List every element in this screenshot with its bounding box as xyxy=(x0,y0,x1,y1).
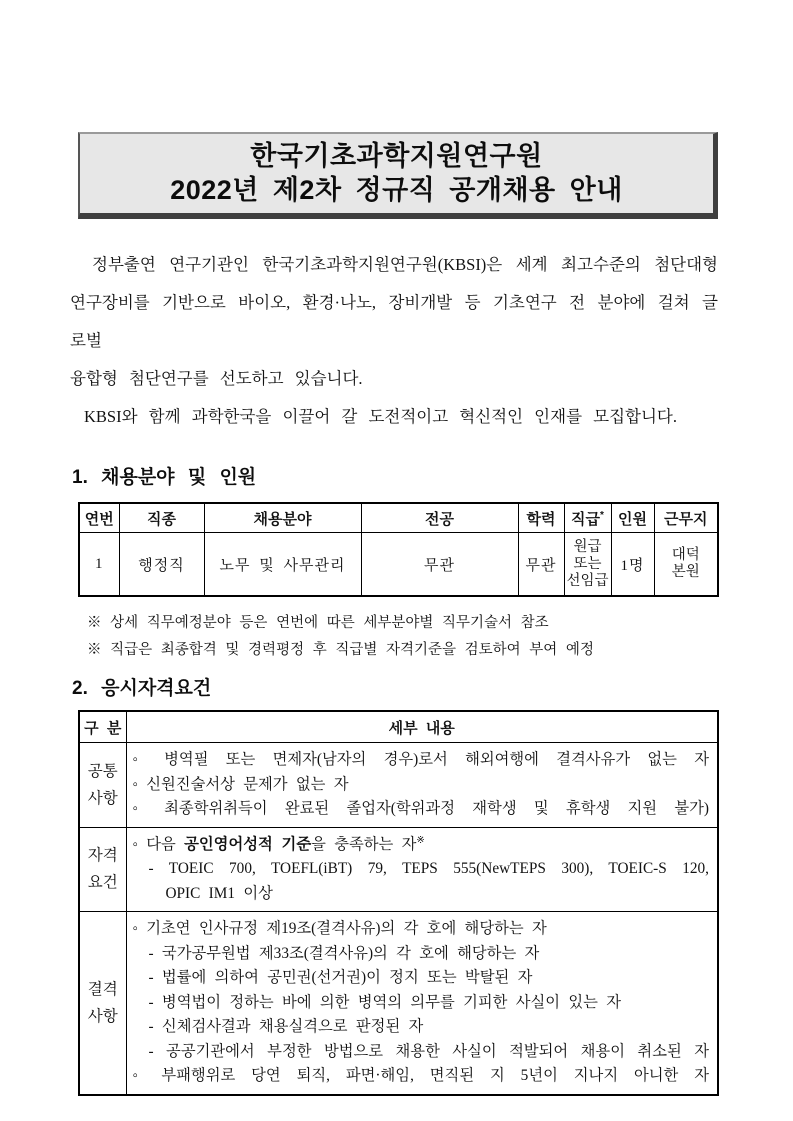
cell-job-type: 행정직 xyxy=(119,533,204,597)
section1-heading: 1. 채용분야 및 인원 xyxy=(72,467,257,488)
cell-major: 무관 xyxy=(361,533,518,597)
qualification-table-header-row xyxy=(79,711,718,743)
disqualification-item-3: - 법률에 의하여 공민권(선거권)이 정지 또는 박탈된 자 xyxy=(148,969,533,986)
common-requirements-detail xyxy=(126,743,718,828)
category-qualification-line1: 자격 xyxy=(87,847,118,865)
disqualification-row xyxy=(79,912,718,1095)
disqualification-item-4: - 병역법이 정하는 바에 의한 병역의 의무를 기피한 사실이 있는 자 xyxy=(148,993,622,1011)
category-common xyxy=(79,743,126,828)
col-header-grade xyxy=(564,503,611,533)
col-header-education: 학력 xyxy=(518,503,564,533)
common-item-1: ◦ 병역필 또는 면제자(남자의 경우)로서 해외여행에 결격사유가 없는 자 xyxy=(132,751,709,768)
qualification-requirements-detail xyxy=(126,827,718,912)
grade-asterisk: * xyxy=(600,509,604,521)
col-header-major: 전공 xyxy=(361,503,518,533)
intro-paragraphs xyxy=(70,246,718,436)
category-common-line2: 사항 xyxy=(87,789,118,807)
col-header-category: 구 분 xyxy=(79,711,126,743)
recruitment-table-header-row xyxy=(79,503,718,533)
category-qualification-line2: 요건 xyxy=(87,874,118,892)
english-requirement-line xyxy=(133,833,710,858)
document-title-line-2: 2022년 제2차 정규직 공개채용 안내 xyxy=(170,175,623,205)
common-requirements-row xyxy=(79,743,718,828)
cell-education: 무관 xyxy=(518,533,564,597)
grade-line-1: 원급 xyxy=(573,538,602,555)
disqualification-item-7: ◦ 부패행위로 당연 퇴직, 파면·해임, 면직된 지 5년이 지나지 아니한 자 xyxy=(132,1067,709,1084)
cell-location xyxy=(654,533,718,597)
common-item-3: ◦ 최종학위취득이 완료된 졸업자(학위과정 재학생 및 휴학생 지원 불가) xyxy=(132,800,709,817)
category-disqualification-line1: 결격 xyxy=(87,980,118,998)
intro-paragraph1-line2: 연구장비를 기반으로 바이오, 환경·나노, 장비개발 등 기초연구 전 분야에 걸쳐 글로벌 xyxy=(70,293,718,350)
disqualification-item-2: - 국가공무원법 제33조(결격사유)의 각 호에 해당하는 자 xyxy=(148,944,540,962)
location-line-1: 대덕 xyxy=(671,547,700,563)
english-score-line-1: - TOEIC 700, TOEFL(iBT) 79, TEPS 555(NewTEPS 300), TOEIC-S 120, xyxy=(148,860,709,877)
section1-notes xyxy=(87,610,718,664)
common-item-2: ◦ 신원진술서상 문제가 없는 자 xyxy=(132,775,349,793)
qualification-table xyxy=(78,710,719,1096)
grade-line-2: 또는 xyxy=(573,555,602,572)
intro-paragraph1-line1: 정부출연 연구기관인 한국기초과학지원연구원(KBSI)은 세계 최고수준의 첨단대형 xyxy=(92,255,718,274)
category-qualification xyxy=(79,827,126,912)
cell-headcount: 1명 xyxy=(611,533,654,597)
disqualification-detail xyxy=(126,912,718,1095)
english-requirement-prefix: ◦ 다음 xyxy=(132,835,185,853)
intro-paragraph2: KBSI와 함께 과학한국을 이끌어 갈 도전적이고 혁신적인 인재를 모집합니다. xyxy=(84,407,677,426)
category-disqualification xyxy=(79,912,126,1095)
english-requirement-suffix: 을 충족하는 자 xyxy=(311,835,417,853)
note-1: ※ 상세 직무예정분야 등은 연번에 따른 세부분야별 직무기술서 참조 xyxy=(87,615,549,631)
col-header-detail: 세부 내용 xyxy=(126,711,718,743)
english-requirement-ref-mark: ※ xyxy=(416,834,425,846)
document-title-line-1: 한국기초과학지원연구원 xyxy=(250,141,543,171)
disqualification-item-1: ◦ 기초연 인사규정 제19조(결격사유)의 각 호에 해당하는 자 xyxy=(132,920,547,937)
english-score-line-2: OPIC IM1 이상 xyxy=(165,884,273,902)
col-header-grade-label: 직급 xyxy=(571,510,601,528)
disqualification-item-5: - 신체검사결과 채용실격으로 판정된 자 xyxy=(148,1018,424,1035)
cell-no: 1 xyxy=(79,533,119,597)
category-common-line1: 공통 xyxy=(87,762,118,780)
intro-paragraph1-line3: 융합형 첨단연구를 선도하고 있습니다. xyxy=(70,369,363,388)
col-header-headcount: 인원 xyxy=(611,503,654,533)
category-disqualification-line2: 사항 xyxy=(87,1007,118,1025)
col-header-no: 연번 xyxy=(79,503,119,533)
english-requirement-bold: 공인영어성적 기준 xyxy=(184,835,312,853)
cell-grade xyxy=(564,533,611,597)
col-header-job-type: 직종 xyxy=(119,503,204,533)
title-box xyxy=(78,132,718,219)
note-2: ※ 직급은 최종합격 및 경력평정 후 직급별 자격기준을 검토하여 부여 예정 xyxy=(87,642,594,658)
col-header-field: 채용분야 xyxy=(204,503,361,533)
col-header-location: 근무지 xyxy=(654,503,718,533)
grade-line-3: 선임급 xyxy=(566,572,609,589)
section2-heading: 2. 응시자격요건 xyxy=(72,678,212,699)
recruitment-table-data-row xyxy=(79,533,718,597)
location-line-2: 본원 xyxy=(671,564,700,580)
disqualification-item-6: - 공공기관에서 부정한 방법으로 채용한 사실이 적발되어 채용이 취소된 자 xyxy=(148,1042,709,1060)
cell-field: 노무 및 사무관리 xyxy=(204,533,361,597)
recruitment-table xyxy=(78,502,719,597)
qualification-requirements-row xyxy=(79,827,718,912)
